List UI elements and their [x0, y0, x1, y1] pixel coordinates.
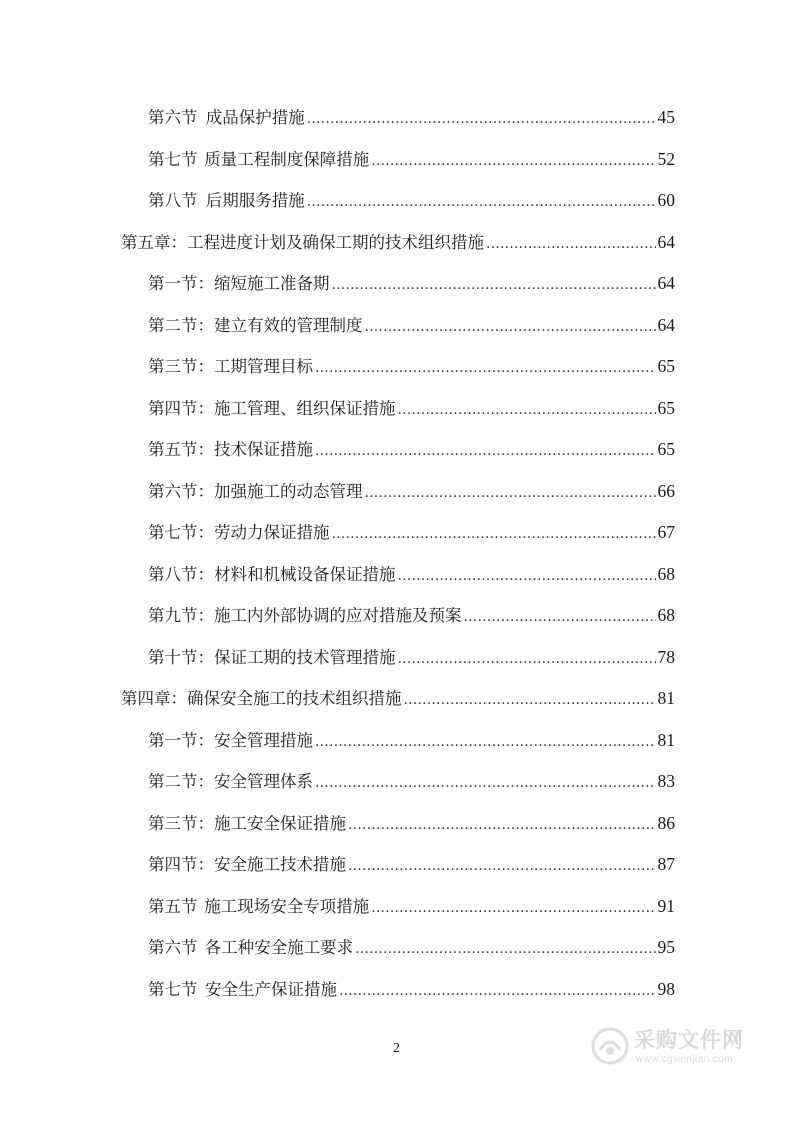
toc-entry-title: 保证工期的技术管理措施: [214, 647, 396, 667]
toc-page-number: 91: [657, 895, 675, 916]
toc-dot-leader: [315, 734, 656, 750]
toc-entry-label: 第六节: [148, 108, 198, 127]
toc-dot-leader: [365, 485, 656, 501]
toc-entry-label: 第四节：: [148, 855, 214, 874]
toc-section-row[interactable]: [148, 312, 675, 342]
toc-page-number: 64: [657, 273, 675, 293]
toc-page-number: 60: [657, 190, 675, 210]
toc-entry-label: 第七节: [148, 149, 198, 169]
toc-dot-leader: [339, 983, 656, 999]
toc-page-number: 95: [657, 937, 675, 957]
toc-dot-leader: [315, 775, 656, 791]
toc-dot-leader: [307, 194, 656, 210]
toc-page-number: 52: [657, 148, 675, 169]
toc-entry-label: 第十节：: [148, 647, 214, 667]
toc-entry-title: 施工内外部协调的应对措施及预案: [214, 606, 462, 625]
toc-entry-label: 第二节：: [148, 772, 214, 791]
watermark-url: www.cgwenjian.com: [636, 1054, 733, 1065]
toc-section-row[interactable]: [148, 436, 675, 466]
toc-entry-title: 安全生产保证措施: [204, 979, 337, 999]
toc-section-row[interactable]: [148, 768, 675, 798]
toc-entry-label: 第四章：: [121, 689, 187, 708]
toc-entry-title: 劳动力保证措施: [214, 523, 330, 542]
toc-entry-label: 第八节: [148, 191, 198, 210]
page-number: 2: [393, 1041, 400, 1056]
toc-section-row[interactable]: [148, 353, 675, 383]
toc-section-row[interactable]: [148, 561, 675, 591]
toc-entry-title: 材料和机械设备保证措施: [214, 564, 396, 584]
toc-section-row[interactable]: [148, 270, 675, 300]
watermark-brand: 采购文件网: [634, 1028, 744, 1052]
toc-entry-label: 第八节：: [148, 564, 214, 584]
toc-page-number: 81: [657, 688, 675, 708]
toc-entry-label: 第三节：: [148, 357, 214, 376]
toc-dot-leader: [398, 402, 656, 418]
toc-dot-leader: [365, 319, 656, 335]
toc-entry-label: 第七节: [148, 979, 198, 999]
toc-dot-leader: [371, 900, 655, 916]
watermark: [590, 1022, 750, 1074]
toc-section-row[interactable]: [148, 519, 675, 549]
toc-page-number: 83: [657, 771, 675, 791]
toc-dot-leader: [332, 526, 656, 542]
toc-dot-leader: [398, 568, 656, 584]
toc-page-number: 65: [657, 439, 675, 459]
toc-entry-title: 施工管理、组织保证措施: [214, 398, 396, 418]
toc-page-number: 65: [657, 356, 675, 376]
toc-dot-leader: [315, 360, 656, 376]
toc-dot-leader: [404, 692, 656, 708]
toc-section-row[interactable]: [148, 104, 675, 134]
toc-chapter-row[interactable]: [121, 229, 675, 259]
toc-entry-title: 成品保护措施: [205, 108, 305, 127]
toc-entry-title: 工期管理目标: [214, 357, 313, 376]
toc-entry-label: 第五节: [148, 896, 198, 916]
toc-section-row[interactable]: [148, 478, 675, 508]
toc-entry-title: 各工种安全施工要求: [204, 938, 354, 957]
toc-entry-title: 安全管理措施: [214, 730, 313, 750]
toc-dot-leader: [348, 817, 656, 833]
toc-entry-label: 第七节：: [148, 523, 214, 542]
toc-section-row[interactable]: [148, 934, 675, 964]
toc-entry-label: 第一节：: [148, 274, 214, 293]
toc-entry-label: 第四节：: [148, 398, 214, 418]
toc-section-row[interactable]: [148, 644, 675, 674]
toc-chapter-row[interactable]: [121, 685, 675, 715]
toc-page-number: 81: [657, 729, 675, 750]
toc-entry-label: 第五节：: [148, 440, 214, 459]
toc-entry-title: 安全施工技术措施: [214, 855, 346, 874]
toc-entry-label: 第三节：: [148, 813, 214, 833]
toc-entry-title: 后期服务措施: [205, 191, 305, 210]
toc-page-number: 66: [657, 480, 675, 501]
toc-entry-title: 加强施工的动态管理: [214, 481, 363, 501]
toc-section-row[interactable]: [148, 810, 675, 840]
toc-entry-title: 技术保证措施: [214, 440, 313, 459]
toc-entry-title: 施工安全保证措施: [214, 813, 346, 833]
toc-dot-leader: [355, 941, 655, 957]
toc-dot-leader: [307, 111, 656, 127]
toc-page-number: 45: [657, 107, 675, 127]
toc-entry-label: 第五章：: [121, 232, 187, 252]
toc-section-row[interactable]: [148, 395, 675, 425]
toc-dot-leader: [486, 236, 656, 252]
toc-dot-leader: [348, 858, 656, 874]
toc-entry-title: 工程进度计划及确保工期的技术组织措施: [187, 232, 484, 252]
toc-entry-title: 建立有效的管理制度: [214, 315, 363, 335]
toc-dot-leader: [398, 651, 656, 667]
toc-page-number: 64: [657, 231, 675, 252]
toc-entry-label: 第九节：: [148, 606, 214, 625]
toc-section-row[interactable]: [148, 893, 675, 923]
watermark-logo-icon: [590, 1026, 630, 1066]
toc-dot-leader: [464, 609, 656, 625]
toc-section-row[interactable]: [148, 146, 675, 176]
toc-page-number: 86: [657, 812, 675, 833]
toc-section-row[interactable]: [148, 602, 675, 632]
toc-entry-title: 缩短施工准备期: [214, 274, 330, 293]
toc-page-number: 98: [657, 978, 675, 999]
toc-section-row[interactable]: [148, 727, 675, 757]
toc-entry-title: 质量工程制度保障措施: [204, 149, 370, 169]
toc-dot-leader: [332, 277, 656, 293]
toc-entry-title: 确保安全施工的技术组织措施: [187, 689, 402, 708]
toc-dot-leader: [371, 153, 655, 169]
toc-entry-title: 施工现场安全专项措施: [204, 896, 370, 916]
toc-entry-title: 安全管理体系: [214, 772, 313, 791]
toc-entry-label: 第六节: [148, 938, 198, 957]
toc-entry-label: 第六节：: [148, 481, 214, 501]
toc-page-number: 78: [657, 646, 675, 667]
toc-page-number: 67: [657, 522, 675, 542]
toc-entry-label: 第二节：: [148, 315, 214, 335]
toc-entry-label: 第一节：: [148, 730, 214, 750]
toc-dot-leader: [315, 443, 656, 459]
toc-section-row[interactable]: [148, 187, 675, 217]
toc-page-number: 68: [657, 605, 675, 625]
toc-page-number: 64: [657, 314, 675, 335]
toc-page-number: 65: [657, 397, 675, 418]
toc-page-number: 87: [657, 854, 675, 874]
toc-section-row[interactable]: [148, 851, 675, 881]
toc-section-row[interactable]: [148, 976, 675, 1006]
toc-page-number: 68: [657, 563, 675, 584]
